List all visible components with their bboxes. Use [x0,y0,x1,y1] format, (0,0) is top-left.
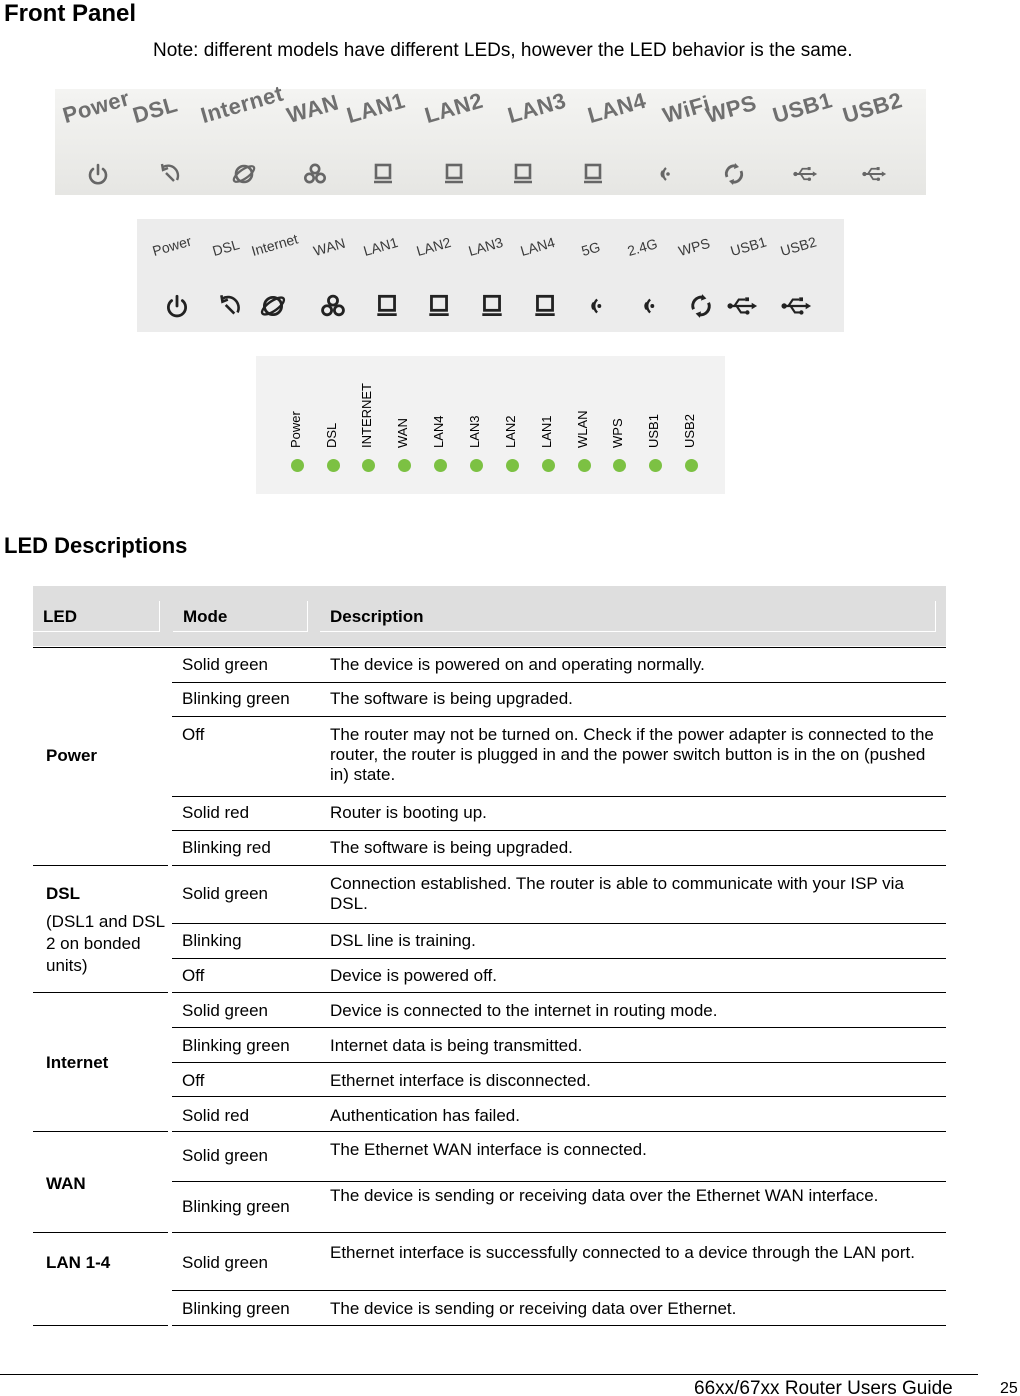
table-header [33,586,946,646]
row-divider [172,1062,946,1063]
panel3-label-internet: INTERNET [359,383,374,448]
description-cell: DSL line is training. [330,931,476,950]
panel1-label-lan3: LAN3 [504,87,569,129]
led-internet: Internet [46,1053,109,1072]
panel3-label-wlan: WLAN [575,410,590,448]
panel3-label-wrap [468,348,484,448]
mode-cell: Solid green [182,1001,269,1020]
header-bottom-rule [33,647,946,648]
panel2-label-lan1: LAN1 [361,233,400,259]
panel2-label-wps: WPS [676,234,712,259]
panel3-label-wrap [289,348,305,448]
group-divider [33,1325,168,1326]
row-divider [172,923,946,924]
panel1-label-dsl: DSL [129,91,181,129]
group-divider [33,865,168,866]
row-divider [172,1096,946,1097]
row-divider [172,1290,946,1291]
row-divider [172,1027,946,1028]
models-note: Note: different models have different LEDs, however the LED behavior is the same. [153,40,853,61]
panel3-label-usb2: USB2 [682,414,697,448]
mode-cell: Solid green [182,655,269,674]
description-cell: Ethernet interface is successfully connected to a device through the LAN port. [330,1243,915,1262]
row-divider [172,1232,946,1233]
description-cell: Device is powered off. [330,966,497,985]
power-icon [85,161,111,187]
led-indicator-dot [470,459,483,472]
description-cell: The device is powered on and operating normally. [330,655,705,674]
led-indicator-dot [327,459,340,472]
panel1-label-power: Power [59,85,133,129]
description-cell: Router is booting up. [330,803,487,822]
led-lan: LAN 1-4 [46,1253,111,1272]
mode-cell: Solid green [182,884,269,903]
wps-icon [721,161,747,187]
lan-icon [580,161,606,187]
header-mode: Mode [173,601,308,632]
mode-cell: Solid red [182,803,250,822]
mode-cell: Blinking green [182,689,290,708]
description-cell: Authentication has failed. [330,1106,520,1125]
led-wan: WAN [46,1174,86,1193]
led-indicator-dot [685,459,698,472]
panel3-label-lan2: LAN2 [503,415,518,448]
panel3-label-wrap [683,348,699,448]
description-cell: The device is sending or receiving data over the Ethernet WAN interface. [330,1186,879,1205]
description-cell: Connection established. The router is able to communicate with your ISP via DSL. [330,874,904,913]
group-divider [33,992,168,993]
mode-cell: Blinking green [182,1197,290,1216]
panel2-label-5g: 5G [579,238,602,259]
mode-cell: Solid green [182,1253,269,1272]
panel2-label-internet: Internet [249,230,300,259]
panel2-label-lan4: LAN4 [518,233,557,259]
row-divider [172,1325,946,1326]
row-divider [172,1131,946,1132]
lan-icon [425,292,453,320]
led-indicator-dot [578,459,591,472]
panel3-label-lan4: LAN4 [431,415,446,448]
panel2-label-2-4g: 2.4G [625,235,660,259]
internet-icon [257,292,289,320]
description-cell: The Ethernet WAN interface is connected. [330,1140,647,1159]
mode-cell: Solid green [182,1146,269,1165]
led-indicator-dot [291,459,304,472]
lan-icon [441,161,467,187]
panel1-label-usb1: USB1 [769,87,836,129]
front-panel-image-3 [256,356,725,494]
row-divider [172,1181,946,1182]
panel3-label-wrap [647,348,663,448]
usb-icon [792,161,818,187]
lan-icon [478,292,506,320]
panel1-label-lan1: LAN1 [343,87,408,129]
description-cell: Device is connected to the internet in routing mode. [330,1001,718,1020]
wan-icon [317,292,349,320]
panel1-label-lan2: LAN2 [421,87,486,129]
header-led: LED [33,601,160,632]
panel3-label-wps: WPS [610,418,625,448]
panel2-label-lan3: LAN3 [466,233,505,259]
mode-cell: Blinking green [182,1036,290,1055]
description-cell: Internet data is being transmitted. [330,1036,583,1055]
panel1-label-internet: Internet [197,80,287,129]
description-cell: The router may not be turned on. Check if the power adapter is connected to the router, the router is plugged in and the power switch button is in the on (pushed in) state. [330,725,934,784]
front-panel-image-2 [137,219,844,332]
panel3-label-wrap [540,348,556,448]
group-divider [33,1232,168,1233]
panel2-label-power: Power [150,232,194,259]
mode-cell: Blinking [182,931,242,950]
panel3-label-wrap [325,348,341,448]
panel1-label-lan4: LAN4 [584,87,649,129]
footer-title: 66xx/67xx Router Users Guide [694,1378,953,1396]
panel2-label-dsl: DSL [210,236,242,259]
section-heading: LED Descriptions [4,533,188,558]
header-description: Description [320,601,936,632]
mode-cell: Blinking red [182,838,271,857]
panel3-label-power: Power [288,411,303,448]
led-dsl-note: (DSL1 and DSL 2 on bonded units) [46,912,165,975]
panel3-label-usb1: USB1 [646,414,661,448]
panel3-label-wrap [576,348,592,448]
lan-icon [531,292,559,320]
internet-icon [231,161,257,187]
lan-icon [370,161,396,187]
row-divider [172,796,946,797]
mode-cell: Blinking green [182,1299,290,1318]
panel3-label-lan1: LAN1 [539,415,554,448]
dsl-icon [157,161,183,187]
led-indicator-dot [542,459,555,472]
led-dsl: DSL [46,884,80,903]
panel3-label-wrap [360,348,376,448]
led-power: Power [46,746,98,765]
panel1-label-usb2: USB2 [839,87,906,129]
panel3-label-dsl: DSL [324,422,339,448]
row-divider [172,682,946,683]
front-panel-image-1 [55,80,926,195]
dsl-icon [216,292,244,320]
panel3-label-wrap [396,348,412,448]
lan-icon [373,292,401,320]
description-cell: The software is being upgraded. [330,689,573,708]
led-indicator-dot [434,459,447,472]
mode-cell: Off [182,966,205,985]
page-number: 25 [1000,1380,1018,1396]
row-divider [172,958,946,959]
led-indicator-dot [506,459,519,472]
panel1-label-wps: WPS [702,89,760,129]
mode-cell: Solid red [182,1106,250,1125]
panel3-label-wrap [432,348,448,448]
description-cell: The device is sending or receiving data over Ethernet. [330,1299,737,1318]
wan-icon [302,161,328,187]
mode-cell: Off [182,1071,205,1090]
panel3-label-wan: WAN [395,418,410,448]
led-indicator-dot [649,459,662,472]
row-divider [172,992,946,993]
lan-icon [510,161,536,187]
power-icon [163,292,191,320]
wifi-icon [581,292,609,320]
panel2-label-wan: WAN [311,234,347,259]
wps-icon [684,292,718,320]
row-divider [172,830,946,831]
description-cell: The software is being upgraded. [330,838,573,857]
mode-cell: Off [182,725,205,744]
wifi-icon [634,292,662,320]
panel3-label-lan3: LAN3 [467,415,482,448]
footer-rule [0,1374,978,1375]
panel3-label-wrap [504,348,520,448]
group-divider [33,1131,168,1132]
description-cell: Ethernet interface is disconnected. [330,1071,591,1090]
panel1-label-wifi: WiFi [659,90,714,129]
panel1-label-wan: WAN [283,89,342,129]
led-indicator-dot [362,459,375,472]
usb-icon [777,292,815,320]
usb-icon [725,292,759,320]
wifi-icon [651,161,677,187]
row-divider [172,865,946,866]
panel3-label-wrap [611,348,627,448]
row-divider [172,716,946,717]
page-heading: Front Panel [4,0,137,27]
led-indicator-dot [613,459,626,472]
panel2-label-usb2: USB2 [778,233,819,259]
led-indicator-dot [398,459,411,472]
panel2-label-usb1: USB1 [728,233,769,259]
panel2-label-lan2: LAN2 [414,233,453,259]
usb-icon [861,161,887,187]
